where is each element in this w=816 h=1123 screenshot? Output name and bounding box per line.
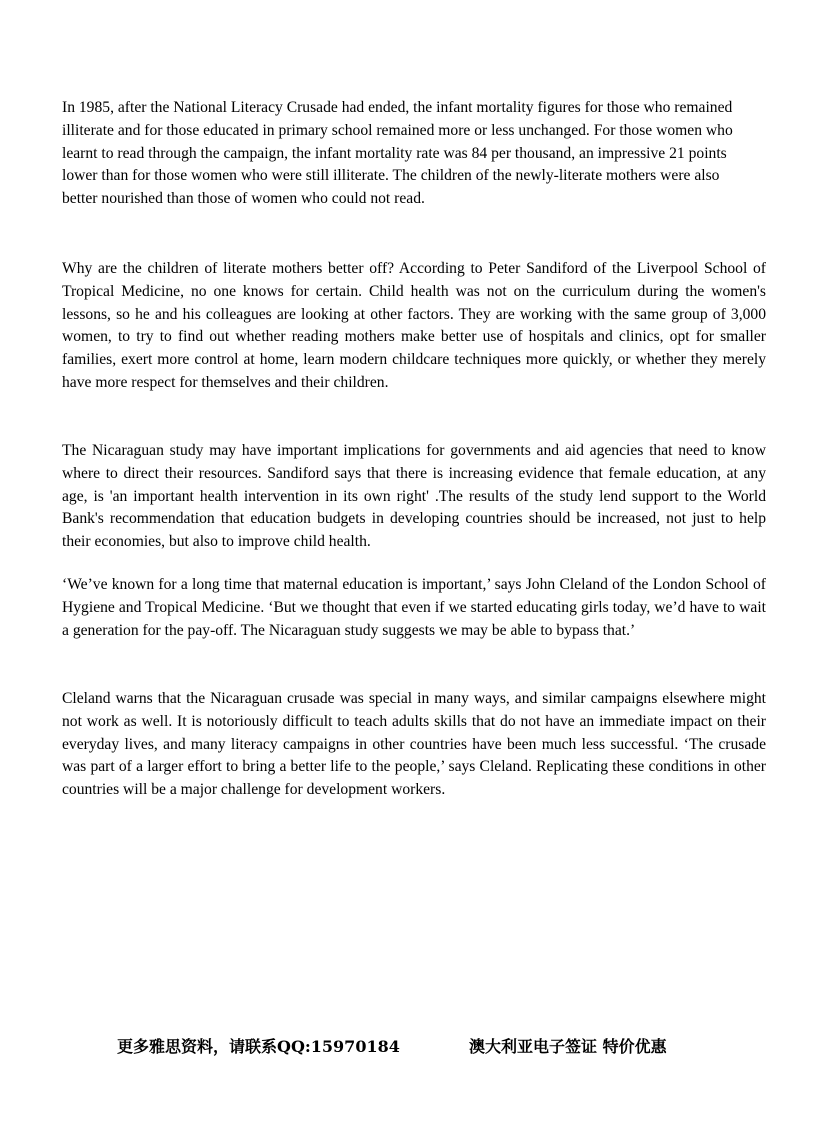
paragraph-nicaraguan-study: The Nicaraguan study may have important implications for governments and aid agencies that need to know where to direct their resources. Sandiford says that there is increasing evidence that female education, at any age, is 'an important health intervention in its own right' .The results of the study lend support to the World Bank's recommendation that education budgets in developing countries should be increased, not just to help their economies, but also to improve child health. (62, 442, 766, 550)
paragraph-cleland-quote: ‘We’ve known for a long time that maternal education is important,’ says John Cleland of the London School of Hygiene and Tropical Medicine. ‘But we thought that even if we started educating girls today, we’d have to wait a generation for the pay-off. The Nicaraguan study suggests we may be able to bypass that.’ (62, 576, 766, 639)
paragraph-infant-mortality: In 1985, after the National Literacy Crusade had ended, the infant mortality figures for those who remained illiterate and for those educated in primary school remained more or less unchanged. For those women who learnt to read through the campaign, the infant mortality rate was 84 per thousand, an impressive 21 points lower than for those women who were still illiterate. The children of the newly-literate mothers were also better nourished than those of women who could not read. (62, 99, 733, 207)
paragraph-cleland-warning: Cleland warns that the Nicaraguan crusade was special in many ways, and similar campaigns elsewhere might not work as well. It is notoriously difficult to teach adults skills that do not have an immediate impact on their everyday lives, and many literacy campaigns in other countries have been much less successful. ‘The crusade was part of a larger effort to bring a better life to the people,’ says Cleland. Replicating these conditions in other countries will be a major challenge for development workers. (62, 690, 766, 798)
page-footer (0, 1036, 816, 1060)
footer-contact-text: 更多雅思资料，请联系QQ:15970184 (117, 1037, 400, 1056)
paragraph-literate-mothers: Why are the children of literate mothers better off? According to Peter Sandiford of the Liverpool School of Tropical Medicine, no one knows for certain. Child health was not on the curriculum during the women's lessons, so he and his colleagues are looking at other factors. They are working with the same group of 3,000 women, to try to find out whether reading mothers make better use of hospitals and clinics, opt for smaller families, exert more control at home, learn modern childcare techniques more quickly, or whether they merely have more respect for themselves and their children. (62, 260, 766, 391)
footer-promo-text: 澳大利亚电子签证 特价优惠 (469, 1037, 667, 1056)
